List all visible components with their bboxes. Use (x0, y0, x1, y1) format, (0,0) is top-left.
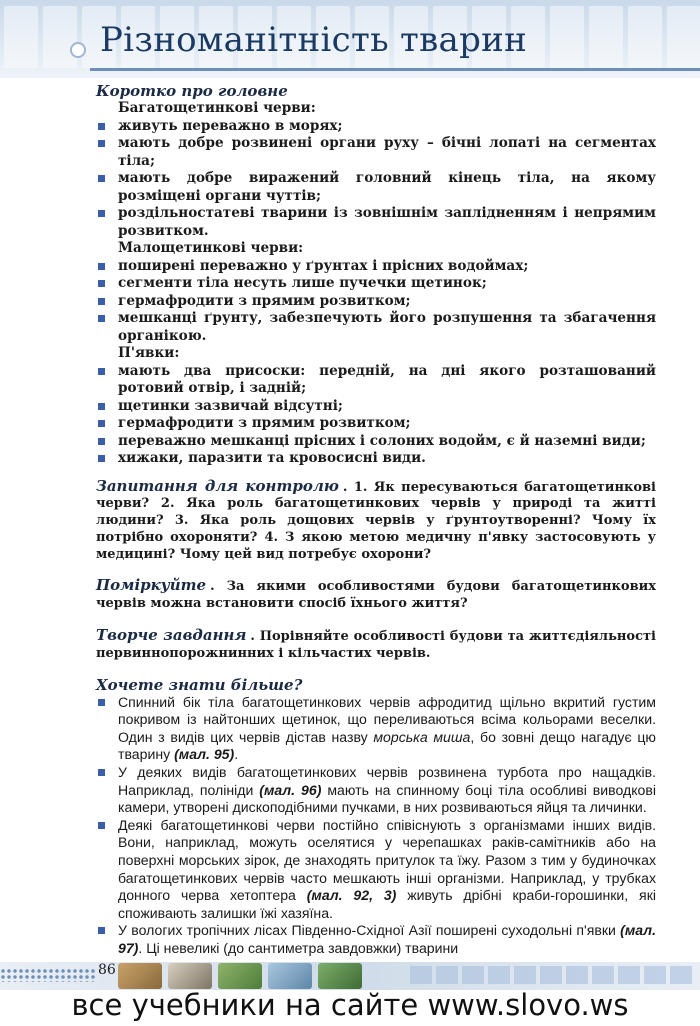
list-item: У деяких видів багатощетинкових червів розвинена турбота про нащадків. Наприклад, полініди (мал. 96) мають на спинному боці тіла особливі виводкові камери, утворені дископодібними пучками, в них розвиваються яйця та личинки. (96, 764, 656, 817)
think-block (96, 576, 656, 613)
more-list (96, 694, 656, 958)
square-bullet-icon (98, 210, 105, 217)
group-subtitle: Багатощетинкові черви: (118, 100, 316, 116)
square-bullet-icon (98, 403, 105, 410)
separator-dot: . (342, 479, 354, 495)
think-text: За якими особливостями будови багатощетинкових червів можна встановити спосіб їхнього життя? (96, 579, 656, 612)
list-item: хижаки, паразити та кровосисні види. (96, 450, 656, 468)
list-item: У вологих тропічних лісах Південно-Східної Азії поширені суходольні п'явки (мал. 97). Ці невеликі (до сантиметра завдовжки) тварини (96, 922, 656, 957)
square-bullet-icon (98, 420, 105, 427)
footer-decor-tiles (410, 966, 692, 984)
square-bullet-icon (98, 140, 105, 147)
list-item: Спинний бік тіла багатощетинкових червів афродитид щільно вкритий густим покривом із найтонших щетинок, що переливаються всіма кольорами веселки. Один з видів цих червів дістав назву морська миша, бо зовні дещо нагадує цю тварину (мал. 95). (96, 694, 656, 764)
summary-list (96, 363, 656, 468)
list-item: поширені переважно у ґрунтах і прісних водоймах; (96, 258, 656, 276)
creative-text: Порівняйте особливості будови та життєдіяльності первиннопорожнинних і кільчастих червів. (96, 629, 656, 661)
list-item: мають два присоски: передній, на дні якого розташований ротовий отвір, і задній; (96, 363, 656, 398)
more-heading: Хочете знати більше? (96, 675, 303, 694)
group-subtitle: Малощетинкові черви: (118, 240, 304, 256)
list-item: роздільностатеві тварини із зовнішнім заплідненням і непрямим розвитком. (96, 205, 656, 240)
thumbnail-image (318, 963, 362, 989)
square-bullet-icon (98, 298, 105, 305)
title-underline (90, 68, 700, 71)
square-bullet-icon (98, 280, 105, 287)
footer-dots-decor (0, 968, 96, 982)
square-bullet-icon (98, 927, 105, 934)
list-item: гермафродити з прямим розвитком; (96, 415, 656, 433)
questions-block (96, 477, 656, 564)
thumbnail-image (268, 963, 312, 989)
square-bullet-icon (98, 315, 105, 322)
summary-list (96, 118, 656, 241)
summary-group-oligochaeta (96, 240, 656, 345)
square-bullet-icon (98, 822, 105, 829)
figure-reference: (мал. 96) (259, 781, 322, 798)
summary-list (96, 258, 656, 346)
footer-thumbnails (118, 963, 362, 989)
page-title: Різноманітність тварин (100, 20, 528, 60)
list-item: сегменти тіла несуть лише пучечки щетинок; (96, 275, 656, 293)
square-bullet-icon (98, 769, 105, 776)
questions-text: 1. Як пересуваються багатощетинкові черви? 2. Яка роль багатощетинкових червів у природі та житті людини? 3. Яка роль дощових червів у ґрунтоутворенні? Чому їх потрібно охороняти? 4. З якою метою медичну п'явку застосовують у медицині? Чому цей вид потребує охорони? (96, 479, 656, 562)
thumbnail-image (168, 963, 212, 989)
list-item: мають добре розвинені органи руху – бічні лопаті на сегментах тіла; (96, 135, 656, 170)
figure-reference: (мал. 92, 3) (306, 887, 397, 904)
page-number: 86 (98, 962, 116, 978)
square-bullet-icon (98, 123, 105, 130)
watermark-text: все учебники на сайте www.slovo.ws (71, 988, 629, 1022)
square-bullet-icon (98, 438, 105, 445)
creative-heading: Творче завдання (96, 626, 247, 645)
summary-section (96, 82, 656, 468)
separator-dot: . (250, 629, 260, 645)
square-bullet-icon (98, 368, 105, 375)
page-content (96, 82, 656, 958)
figure-reference: (мал. 97) (118, 922, 656, 956)
square-bullet-icon (98, 263, 105, 270)
think-heading: Поміркуйте (96, 576, 207, 595)
thumbnail-image (218, 963, 262, 989)
list-item: щетинки зазвичай відсутні; (96, 398, 656, 416)
title-dot-icon (72, 44, 84, 56)
square-bullet-icon (98, 455, 105, 462)
creative-block (96, 626, 656, 663)
list-item: Деякі багатощетинкові черви постійно співіснують з організмами інших видів. Вони, наприклад, можуть оселятися у черепашках раків-самітників або на поверхні морських зірок, де знаходять притулок та їжу. Разом з тим у будиночках багатощетинкових червів часто мешкають інші організми. Наприклад, у трубках донного черва хетоптера (мал. 92, 3) живуть дрібні краби-горошинки, які споживають залишки їжі хазяїна. (96, 817, 656, 923)
list-item: переважно мешканці прісних і солоних водойм, є й наземні види; (96, 433, 656, 451)
group-subtitle: П'явки: (118, 345, 180, 361)
square-bullet-icon (98, 699, 105, 706)
summary-group-polychaeta (96, 100, 656, 240)
list-item: мешканці ґрунту, забезпечують його розпушення та збагачення органікою. (96, 310, 656, 345)
more-section (96, 694, 656, 958)
thumbnail-image (118, 963, 162, 989)
list-item: гермафродити з прямим розвитком; (96, 293, 656, 311)
summary-heading: Коротко про головне (96, 82, 288, 100)
figure-reference: (мал. 95) (174, 746, 235, 763)
separator-dot: . (210, 579, 227, 595)
list-item: живуть переважно в морях; (96, 118, 656, 136)
summary-group-leeches (96, 345, 656, 468)
questions-heading: Запитання для контролю (96, 476, 339, 495)
list-item: мають добре виражений головний кінець тіла, на якому розміщені органи чуттів; (96, 170, 656, 205)
square-bullet-icon (98, 175, 105, 182)
